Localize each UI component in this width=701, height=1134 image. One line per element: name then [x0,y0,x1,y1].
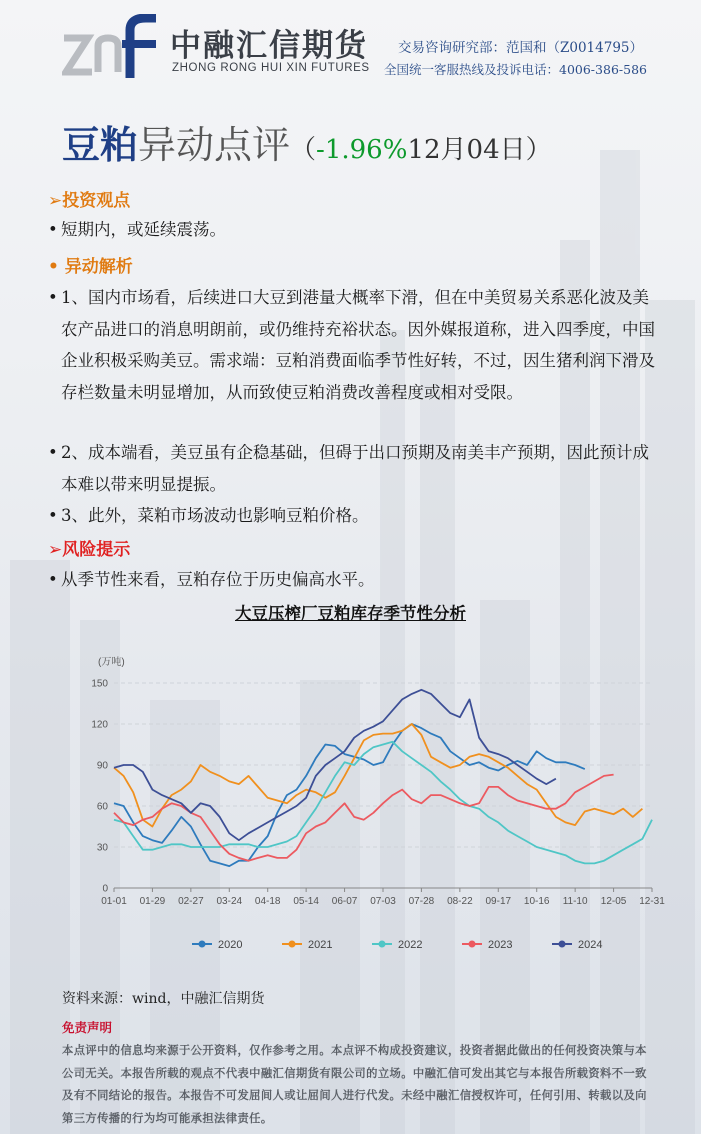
x-tick-label: 02-27 [178,896,204,907]
legend-label: 2022 [398,939,423,951]
investment-view-bullet: • 短期内，或延续震荡。 [48,214,658,246]
x-tick-label: 05-14 [293,896,319,907]
y-tick-label: 90 [96,760,108,772]
legend-swatch-dot [379,941,386,948]
y-axis-unit-label: (万吨) [98,657,125,668]
x-tick-label: 10-16 [523,896,550,907]
y-tick-label: 30 [96,842,108,854]
y-tick-label: 0 [102,883,108,895]
x-tick-label: 09-17 [485,896,512,907]
brand-name-cn: 中融汇信期货 [170,28,368,64]
analysis-bullet-3: • 3、此外，菜粕市场波动也影响豆粕价格。 [48,500,658,532]
investment-view-heading: ➢投资观点 [48,191,131,211]
x-tick-label: 04-18 [254,896,281,907]
analysis-heading: • 异动解析 [48,257,133,277]
x-tick-label: 01-29 [139,896,166,907]
legend-label: 2023 [488,939,513,951]
title-topic: 异动点评 [138,123,291,167]
title-date: 12月04日） [407,135,552,165]
x-tick-label: 12-05 [600,896,627,907]
x-tick-label: 07-28 [408,896,435,907]
legend-label: 2020 [218,939,243,951]
data-source: 资料来源：wind，中融汇信期货 [62,991,265,1007]
legend-label: 2024 [578,939,603,951]
chart-title: 大豆压榨厂豆粕库存季节性分析 [235,604,466,623]
disclaimer-body: 本点评中的信息均来源于公开资料，仅作参考之用。本点评不构成投资建议，投资者据此做出的任何投资决策与本公司无关。本报告所载的观点不代表中融汇信期货有限公司的立场。中融汇信可发出其它与本报告所载资料不一致及有不同结论的报告。本报告不可发屈间人或让屈间人进行代发。未经中融汇信授权许可，任何引用、转载以及向第三方传播的行为均可能承担法律责任。 [62,1044,647,1125]
bullet-dot: • [48,220,58,239]
x-tick-label: 03-24 [216,896,243,907]
price-change: -1.96% [316,135,408,165]
title-paren: （ [290,135,317,165]
legend-swatch-dot [289,941,296,948]
legend-label: 2021 [308,939,333,951]
y-tick-label: 60 [96,801,108,813]
hotline-contact: 全国统一客服热线及投诉电话：4006-386-586 [384,62,647,77]
y-tick-label: 120 [91,719,108,731]
bullet-dot: • [48,506,58,525]
x-tick-label: 01-01 [101,896,127,907]
legend-swatch-dot [559,941,566,948]
brand-name-en: ZHONG RONG HUI XIN FUTURES [172,62,370,74]
bullet-dot: • [48,570,58,589]
legend-swatch-dot [469,941,476,948]
analysis-bullet-1: • 1、国内市场看，后续进口大豆到港量大概率下滑，但在中美贸易关系恶化波及美农产品进口的消息明朗前，或仍维持充裕状态。因外媒报道称，进入四季度，中国企业积极采购美豆。需求端：豆粕消费面临季节性好转，不过，因生猪利润下滑及存栏数量未明显增加，从而致使豆粕消费改善程度或相对受限。 [48,282,658,408]
legend-swatch-dot [199,941,206,948]
bullet-dot: • [48,443,58,462]
bullet-dot: • [48,288,58,307]
analyst-contact: 交易咨询研究部：范国和（Z0014795） [398,40,644,56]
company-logo-icon [62,14,158,80]
x-tick-label: 06-07 [331,896,358,907]
x-tick-label: 11-10 [562,896,588,907]
title-product: 豆粕 [62,123,139,167]
page-title [62,114,552,169]
disclaimer-title: 免责声明 [62,1020,113,1035]
x-tick-label: 08-22 [447,896,473,907]
seasonal-inventory-chart [70,645,670,965]
x-tick-label: 12-31 [639,896,665,907]
analysis-bullet-2: • 2、成本端看，美豆虽有企稳基础，但碍于出口预期及南美丰产预期，因此预计成本难以带来明显提振。 [48,437,658,500]
risk-bullet: • 从季节性来看，豆粕存位于历史偏高水平。 [48,564,658,596]
risk-heading: ➢风险提示 [48,540,131,560]
y-tick-label: 150 [91,678,108,690]
x-tick-label: 07-03 [370,896,396,907]
